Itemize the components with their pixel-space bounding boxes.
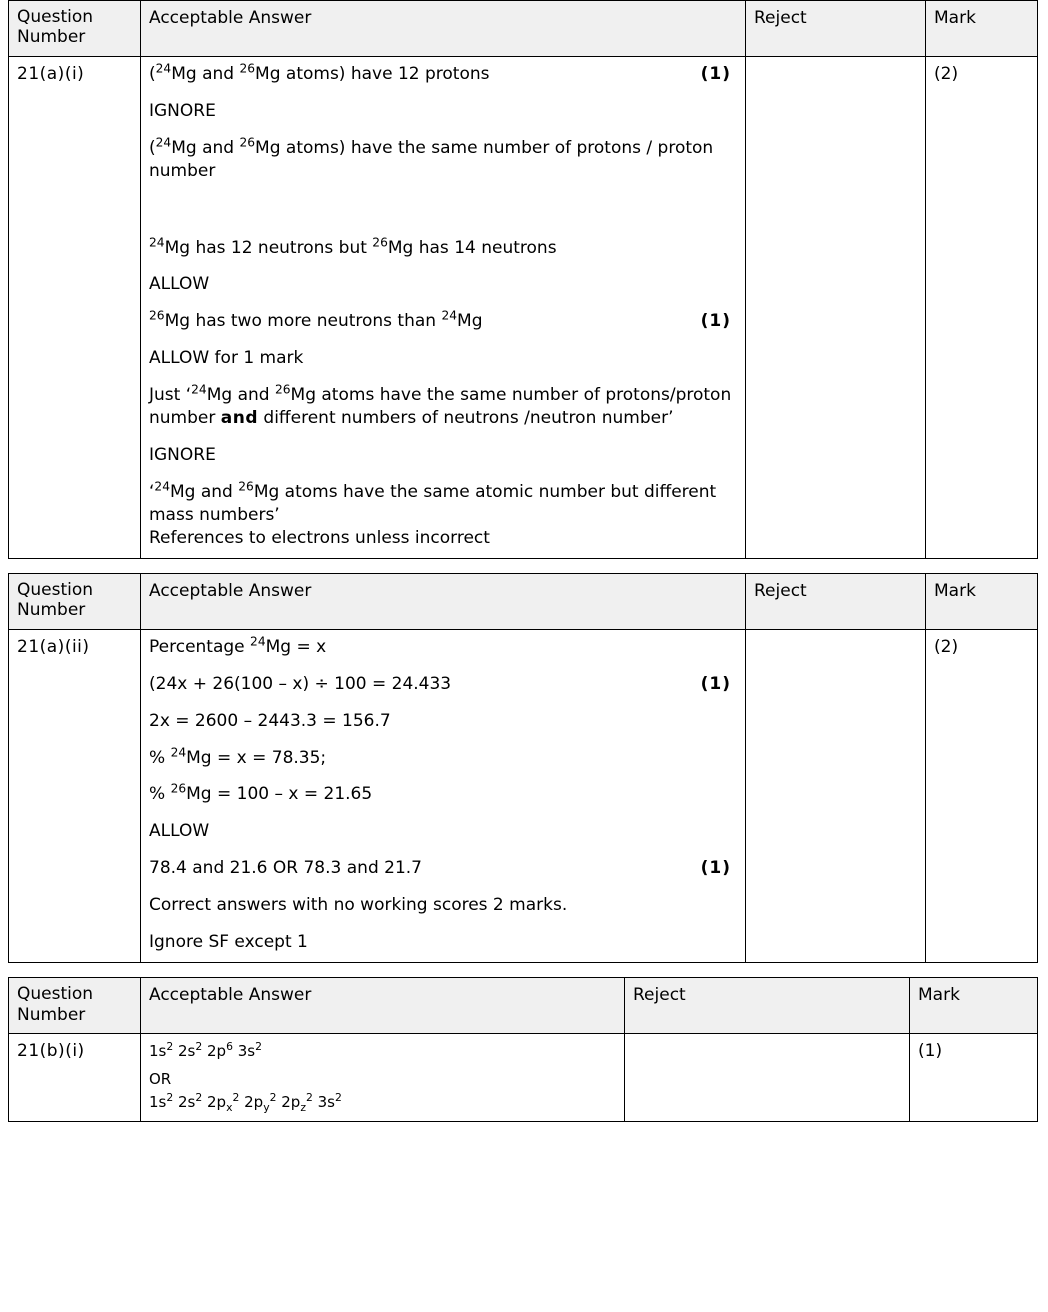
answer-line: IGNORE [149, 100, 216, 121]
table-header-row [9, 573, 1038, 629]
answer-line: Correct answers with no working scores 2 marks. [149, 895, 568, 916]
mark-value: (1) [910, 1033, 1038, 1122]
mark-value: (2) [926, 629, 1038, 962]
answer-line: (1) $^{26}$Mg has two more neutrons than $^{24}$Mg [149, 308, 731, 332]
header-mark: Mark [926, 1, 1038, 57]
header-question-number: Question Number [9, 978, 141, 1034]
answer-spacer [149, 197, 737, 237]
header-mark: Mark [910, 978, 1038, 1034]
answer-line: ‘$^{24}$Mg and $^{26}$Mg atoms have the same atomic number but different mass numbers’ References to electrons unless incorrect [149, 479, 717, 548]
answer-line: Percentage $^{24}$Mg = x [149, 634, 327, 657]
line-mark-value: (1) [700, 858, 731, 879]
table-row [9, 1033, 1038, 1122]
question-number-value: 21(b)(i) [9, 1033, 141, 1122]
table-header-row [9, 978, 1038, 1034]
header-question-number: Question Number [9, 573, 141, 629]
reject-value [746, 56, 926, 558]
mark-scheme-table-21ai [8, 0, 1038, 559]
answer-line: Ignore SF except 1 [149, 932, 308, 953]
header-question-number [9, 1, 141, 57]
answer-line: $^{24}$Mg has 12 neutrons but $^{26}$Mg has 14 neutrons [149, 234, 557, 258]
line-mark-value: (1) [700, 311, 731, 332]
acceptable-answer-content [141, 1033, 625, 1122]
table-row [9, 56, 1038, 558]
answer-line: ($^{24}$Mg and $^{26}$Mg atoms) have the same number of protons / proton number [149, 135, 714, 181]
header-reject: Reject [746, 573, 926, 629]
answer-line: (1) (24x + 26(100 – x) ÷ 100 = 24.433 [149, 673, 731, 694]
question-number-value: 21(a)(ii) [9, 629, 141, 962]
mark-value: (2) [926, 56, 1038, 558]
answer-line: % $^{24}$Mg = x = 78.35; [149, 744, 327, 768]
acceptable-answer-content [141, 629, 746, 962]
acceptable-answer-content [141, 56, 746, 558]
answer-line: IGNORE [149, 445, 216, 466]
header-acceptable-answer: Acceptable Answer [141, 573, 746, 629]
answer-line: $1s^2$ $2s^2$ $2p^6$ $3s^2$ [149, 1039, 262, 1060]
header-acceptable-answer: Acceptable Answer [141, 978, 625, 1034]
reject-value [625, 1033, 910, 1122]
answer-line: (1) ($^{24}$Mg and $^{26}$Mg atoms) have 12 protons [149, 61, 731, 84]
table-header-row [9, 1, 1038, 57]
answer-line: Just ‘$^{24}$Mg and $^{26}$Mg atoms have the same number of protons/proton number and different numbers of neutrons /neutron number’ [149, 382, 732, 429]
header-acceptable-answer: Acceptable Answer [141, 1, 746, 57]
answer-line: (1) 78.4 and 21.6 OR 78.3 and 21.7 [149, 858, 731, 879]
answer-line: OR $1s^2$ $2s^2$ $2p_x^2$ $2p_y^2$ $2p_z^2$ $3s^2$ [149, 1070, 342, 1114]
answer-line: ALLOW for 1 mark [149, 348, 304, 369]
answer-line: % $^{26}$Mg = 100 – x = 21.65 [149, 781, 373, 805]
mark-scheme-table-21bi [8, 977, 1038, 1122]
header-reject: Reject [625, 978, 910, 1034]
header-question-number-label: Question Number [17, 7, 94, 48]
header-reject: Reject [746, 1, 926, 57]
header-mark: Mark [926, 573, 1038, 629]
question-number-value: 21(a)(i) [9, 56, 141, 558]
line-mark-value: (1) [700, 63, 731, 84]
answer-line: 2x = 2600 – 2443.3 = 156.7 [149, 710, 391, 731]
mark-scheme-table-21aii [8, 573, 1038, 963]
table-row [9, 629, 1038, 962]
answer-line: ALLOW [149, 821, 210, 842]
reject-value [746, 629, 926, 962]
answer-line: ALLOW [149, 274, 210, 295]
line-mark-value: (1) [700, 673, 731, 694]
